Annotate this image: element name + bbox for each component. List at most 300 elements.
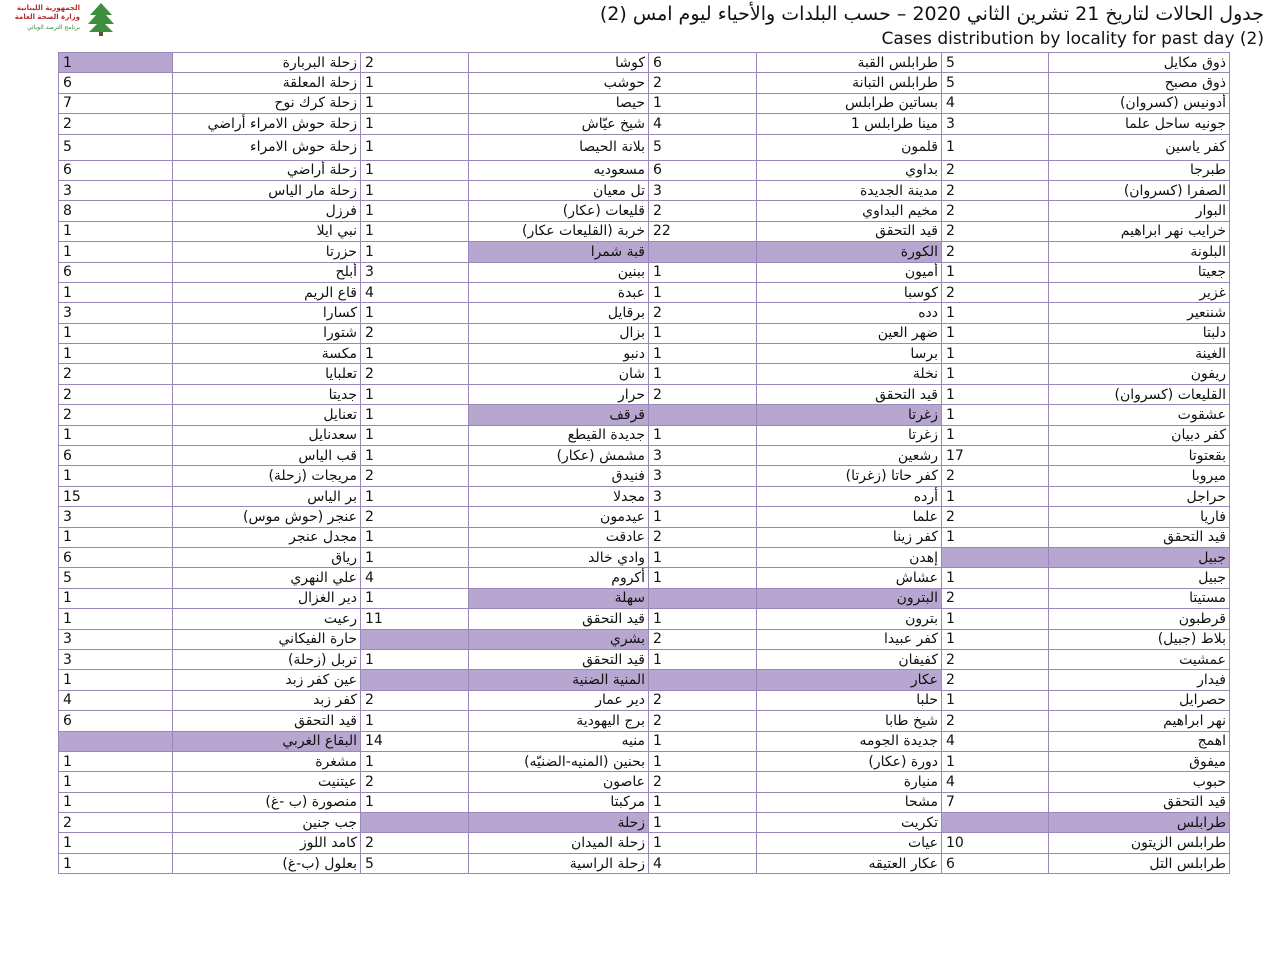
district-header-cell: المنية الضنية xyxy=(469,670,649,690)
locality-cell: جب جنين xyxy=(173,813,361,833)
locality-cell: قب الياس xyxy=(173,446,361,466)
table-row xyxy=(59,629,1230,649)
locality-cell: زحلة مار الياس xyxy=(173,180,361,200)
locality-cell: عنجر (حوش موس) xyxy=(173,507,361,527)
case-count-cell: 1 xyxy=(942,344,1049,364)
locality-cell: شننعير xyxy=(1049,303,1230,323)
case-count-cell: 2 xyxy=(361,466,469,486)
case-count-cell xyxy=(361,670,469,690)
case-count-cell: 1 xyxy=(942,629,1049,649)
locality-cell: غزير xyxy=(1049,282,1230,302)
case-count-cell: 3 xyxy=(59,649,173,669)
case-count-cell: 1 xyxy=(361,344,469,364)
locality-cell: منيه xyxy=(469,731,649,751)
case-count-cell: 5 xyxy=(59,568,173,588)
locality-cell: عمشيت xyxy=(1049,649,1230,669)
district-header-cell: البترون xyxy=(757,588,942,608)
locality-cell: كفر حاتا (زغرتا) xyxy=(757,466,942,486)
case-count-cell: 2 xyxy=(649,690,757,710)
case-count-cell: 2 xyxy=(361,364,469,384)
locality-cell: طرابلس القبة xyxy=(757,53,942,73)
locality-cell: قرطبون xyxy=(1049,609,1230,629)
case-count-cell: 2 xyxy=(59,114,173,134)
locality-cell: قيد التحقق xyxy=(173,711,361,731)
case-count-cell: 1 xyxy=(649,649,757,669)
case-count-cell: 1 xyxy=(649,344,757,364)
locality-cell: بترون xyxy=(757,609,942,629)
locality-cell: دير عمار xyxy=(469,690,649,710)
case-count-cell: 6 xyxy=(649,160,757,180)
locality-cell: كوسبا xyxy=(757,282,942,302)
district-header-cell: الكورة xyxy=(757,242,942,262)
locality-cell: جبيل xyxy=(1049,568,1230,588)
case-count-cell: 1 xyxy=(59,344,173,364)
locality-cell: شيخ طابا xyxy=(757,711,942,731)
case-count-cell: 1 xyxy=(361,792,469,812)
table-row xyxy=(59,649,1230,669)
locality-cell: عشقوت xyxy=(1049,405,1230,425)
case-count-cell: 2 xyxy=(942,201,1049,221)
district-header-cell: قبة شمرا xyxy=(469,242,649,262)
case-count-cell xyxy=(649,670,757,690)
locality-cell: مستيتا xyxy=(1049,588,1230,608)
case-count-cell: 2 xyxy=(59,813,173,833)
case-count-cell: 2 xyxy=(649,772,757,792)
table-row xyxy=(59,527,1230,547)
locality-cell: كفر دبيان xyxy=(1049,425,1230,445)
locality-cell: شيخ عيّاش xyxy=(469,114,649,134)
case-count-cell: 4 xyxy=(649,114,757,134)
table-row xyxy=(59,303,1230,323)
case-count-cell: 5 xyxy=(649,134,757,160)
case-count-cell: 1 xyxy=(59,466,173,486)
locality-cell: مكسة xyxy=(173,344,361,364)
locality-cell: قيد التحقق xyxy=(469,649,649,669)
case-count-cell: 10 xyxy=(942,833,1049,853)
case-count-cell: 1 xyxy=(361,242,469,262)
case-count-cell: 1 xyxy=(649,282,757,302)
case-count-cell: 1 xyxy=(649,833,757,853)
case-count-cell: 3 xyxy=(649,466,757,486)
case-count-cell: 1 xyxy=(649,547,757,567)
case-count-cell: 1 xyxy=(942,486,1049,506)
case-count-cell: 1 xyxy=(361,201,469,221)
case-count-cell: 1 xyxy=(59,609,173,629)
case-count-cell: 1 xyxy=(942,364,1049,384)
case-count-cell: 1 xyxy=(649,93,757,113)
locality-cell: زحلة كرك نوح xyxy=(173,93,361,113)
locality-cell: كفيفان xyxy=(757,649,942,669)
locality-cell: دورة (عكار) xyxy=(757,751,942,771)
table-row xyxy=(59,53,1230,73)
locality-cell: زحلة حوش الامراء أراضي xyxy=(173,114,361,134)
locality-cell: حيصا xyxy=(469,93,649,113)
case-count-cell: 3 xyxy=(649,180,757,200)
locality-cell: عكار العتيقه xyxy=(757,853,942,873)
locality-cell: عبدة xyxy=(469,282,649,302)
case-count-cell: 1 xyxy=(649,262,757,282)
case-count-cell: 1 xyxy=(649,813,757,833)
table-row xyxy=(59,221,1230,241)
case-count-cell: 1 xyxy=(942,568,1049,588)
locality-cell: وادي خالد xyxy=(469,547,649,567)
case-count-cell: 2 xyxy=(942,670,1049,690)
locality-cell: مشمش (عكار) xyxy=(469,446,649,466)
case-count-cell: 3 xyxy=(59,303,173,323)
table-row xyxy=(59,242,1230,262)
case-count-cell: 1 xyxy=(649,731,757,751)
case-count-cell: 1 xyxy=(649,568,757,588)
case-count-cell: 6 xyxy=(942,853,1049,873)
case-count-cell: 1 xyxy=(361,486,469,506)
locality-cell: حوشب xyxy=(469,73,649,93)
locality-cell: ريفون xyxy=(1049,364,1230,384)
case-count-cell: 2 xyxy=(361,690,469,710)
case-count-cell: 6 xyxy=(59,160,173,180)
case-count-cell: 3 xyxy=(649,486,757,506)
district-header-cell: قرقف xyxy=(469,405,649,425)
locality-cell: القليعات (كسروان) xyxy=(1049,384,1230,404)
case-count-cell: 1 xyxy=(361,114,469,134)
district-header-cell: زغرتا xyxy=(757,405,942,425)
case-count-cell: 1 xyxy=(361,711,469,731)
case-count-cell: 2 xyxy=(649,303,757,323)
case-count-cell xyxy=(942,813,1049,833)
locality-cell: نبي ايلا xyxy=(173,221,361,241)
case-count-cell: 1 xyxy=(361,425,469,445)
case-count-cell: 1 xyxy=(942,384,1049,404)
locality-cell: حبوب xyxy=(1049,772,1230,792)
locality-cell: زغرتا xyxy=(757,425,942,445)
locality-cell: برقايل xyxy=(469,303,649,323)
case-count-cell: 2 xyxy=(361,323,469,343)
locality-cell: بحنين (المنيه-الضنيّه) xyxy=(469,751,649,771)
case-count-cell: 1 xyxy=(361,73,469,93)
locality-cell: ببنين xyxy=(469,262,649,282)
locality-cell: طرابلس التل xyxy=(1049,853,1230,873)
locality-cell: أكروم xyxy=(469,568,649,588)
case-count-cell: 2 xyxy=(361,53,469,73)
locality-cell: كفر زينا xyxy=(757,527,942,547)
table-row xyxy=(59,507,1230,527)
case-count-cell xyxy=(59,731,173,751)
case-count-cell: 2 xyxy=(942,649,1049,669)
case-count-cell: 1 xyxy=(649,792,757,812)
locality-cell: عيتنيت xyxy=(173,772,361,792)
case-count-cell: 1 xyxy=(361,649,469,669)
locality-cell: تل معيان xyxy=(469,180,649,200)
district-header-cell: زحلة xyxy=(469,813,649,833)
locality-cell: جديدة القيطع xyxy=(469,425,649,445)
locality-cell: علما xyxy=(757,507,942,527)
case-count-cell: 1 xyxy=(942,405,1049,425)
case-count-cell: 2 xyxy=(59,364,173,384)
case-count-cell: 3 xyxy=(361,262,469,282)
case-count-cell: 8 xyxy=(59,201,173,221)
locality-cell: ضهر العين xyxy=(757,323,942,343)
case-count-cell xyxy=(942,547,1049,567)
case-count-cell: 3 xyxy=(59,507,173,527)
table-row xyxy=(59,833,1230,853)
table-row xyxy=(59,588,1230,608)
locality-cell: ميروبا xyxy=(1049,466,1230,486)
locality-cell: مجدلا xyxy=(469,486,649,506)
locality-cell: فرزل xyxy=(173,201,361,221)
locality-cell: قيد التحقق xyxy=(1049,792,1230,812)
locality-cell: منيارة xyxy=(757,772,942,792)
case-count-cell: 1 xyxy=(361,134,469,160)
case-count-cell: 1 xyxy=(361,384,469,404)
case-count-cell: 2 xyxy=(649,384,757,404)
cases-table xyxy=(58,52,1230,874)
case-count-cell: 2 xyxy=(942,221,1049,241)
case-count-cell: 1 xyxy=(942,134,1049,160)
case-count-cell: 7 xyxy=(942,792,1049,812)
locality-cell: زحلة أراضي xyxy=(173,160,361,180)
case-count-cell: 1 xyxy=(942,527,1049,547)
locality-cell: دنبو xyxy=(469,344,649,364)
case-count-cell: 1 xyxy=(942,609,1049,629)
case-count-cell: 1 xyxy=(59,527,173,547)
table-row xyxy=(59,262,1230,282)
logo-line-3: برنامج الترصد الوبائي xyxy=(26,24,80,31)
table-row xyxy=(59,853,1230,873)
case-count-cell: 2 xyxy=(361,833,469,853)
table-row xyxy=(59,282,1230,302)
table-row xyxy=(59,486,1230,506)
locality-cell: قيد التحقق xyxy=(469,609,649,629)
case-count-cell: 1 xyxy=(361,303,469,323)
locality-cell: ذوق مكايل xyxy=(1049,53,1230,73)
table-row xyxy=(59,772,1230,792)
locality-cell: البوار xyxy=(1049,201,1230,221)
locality-cell: رياق xyxy=(173,547,361,567)
table-row xyxy=(59,160,1230,180)
locality-cell: فيدار xyxy=(1049,670,1230,690)
case-count-cell: 1 xyxy=(361,405,469,425)
case-count-cell: 1 xyxy=(942,751,1049,771)
case-count-cell: 1 xyxy=(59,751,173,771)
table-row xyxy=(59,180,1230,200)
locality-cell: بر الياس xyxy=(173,486,361,506)
locality-cell: مريجات (زحلة) xyxy=(173,466,361,486)
locality-cell: أبلح xyxy=(173,262,361,282)
locality-cell: حصرايل xyxy=(1049,690,1230,710)
ministry-logo xyxy=(6,2,114,36)
locality-cell: بزال xyxy=(469,323,649,343)
page-title-arabic: جدول الحالات لتاريخ 21 تشرين الثاني 2020 – حسب البلدات والأحياء ليوم امس (2) xyxy=(599,3,1264,25)
case-count-cell: 3 xyxy=(942,114,1049,134)
case-count-cell xyxy=(361,813,469,833)
locality-cell: عشاش xyxy=(757,568,942,588)
locality-cell: كفر زبد xyxy=(173,690,361,710)
locality-cell: سعدنايل xyxy=(173,425,361,445)
locality-cell: زحلة حوش الامراء xyxy=(173,134,361,160)
case-count-cell: 5 xyxy=(59,134,173,160)
locality-cell: نهر ابراهيم xyxy=(1049,711,1230,731)
locality-cell: عيات xyxy=(757,833,942,853)
locality-cell: بقعتوتا xyxy=(1049,446,1230,466)
case-count-cell: 3 xyxy=(649,446,757,466)
case-count-cell: 1 xyxy=(361,160,469,180)
locality-cell: أدونيس (كسروان) xyxy=(1049,93,1230,113)
locality-cell: طرابلس الزيتون xyxy=(1049,833,1230,853)
case-count-cell: 1 xyxy=(942,303,1049,323)
table-row xyxy=(59,134,1230,160)
locality-cell: حلبا xyxy=(757,690,942,710)
table-row xyxy=(59,711,1230,731)
locality-cell: تعنايل xyxy=(173,405,361,425)
logo-line-2: وزارة الصحة العامة xyxy=(14,13,80,21)
locality-cell: رشعين xyxy=(757,446,942,466)
locality-cell: كفر ياسين xyxy=(1049,134,1230,160)
locality-cell: كفر عبيدا xyxy=(757,629,942,649)
case-count-cell: 2 xyxy=(942,588,1049,608)
locality-cell: مركبتا xyxy=(469,792,649,812)
locality-cell: قيد التحقق xyxy=(757,384,942,404)
locality-cell: تعلبايا xyxy=(173,364,361,384)
case-count-cell: 2 xyxy=(59,405,173,425)
case-count-cell: 1 xyxy=(942,262,1049,282)
table-row xyxy=(59,731,1230,751)
locality-cell: ميفوق xyxy=(1049,751,1230,771)
case-count-cell: 1 xyxy=(649,364,757,384)
case-count-cell: 1 xyxy=(59,282,173,302)
table-row xyxy=(59,73,1230,93)
case-count-cell: 1 xyxy=(649,751,757,771)
locality-cell: جعيتا xyxy=(1049,262,1230,282)
case-count-cell: 4 xyxy=(649,853,757,873)
locality-cell: عين كفر زبد xyxy=(173,670,361,690)
table-row xyxy=(59,446,1230,466)
case-count-cell: 1 xyxy=(59,792,173,812)
table-row xyxy=(59,547,1230,567)
case-count-cell: 2 xyxy=(649,629,757,649)
case-count-cell xyxy=(649,588,757,608)
district-header-cell: جبيل xyxy=(1049,547,1230,567)
locality-cell: مجدل عنجر xyxy=(173,527,361,547)
district-header-cell: طرابلس xyxy=(1049,813,1230,833)
locality-cell: فنيدق xyxy=(469,466,649,486)
locality-cell: جديدة الجومه xyxy=(757,731,942,751)
locality-cell: شان xyxy=(469,364,649,384)
locality-cell: مشغرة xyxy=(173,751,361,771)
case-count-cell: 4 xyxy=(361,568,469,588)
locality-cell: حزرتا xyxy=(173,242,361,262)
locality-cell: جونيه ساحل علما xyxy=(1049,114,1230,134)
table-row xyxy=(59,751,1230,771)
locality-cell: زحلة البربارة xyxy=(173,53,361,73)
table-row xyxy=(59,813,1230,833)
table-row xyxy=(59,114,1230,134)
case-count-cell: 5 xyxy=(942,53,1049,73)
locality-cell: بلانة الحيصا xyxy=(469,134,649,160)
case-count-cell: 4 xyxy=(942,731,1049,751)
locality-cell: كوشا xyxy=(469,53,649,73)
case-count-cell: 3 xyxy=(59,629,173,649)
locality-cell: ذوق مصبح xyxy=(1049,73,1230,93)
locality-cell: بداوي xyxy=(757,160,942,180)
locality-cell: علي النهري xyxy=(173,568,361,588)
locality-cell: مسعوديه xyxy=(469,160,649,180)
case-count-cell: 6 xyxy=(59,73,173,93)
locality-cell: كامد اللوز xyxy=(173,833,361,853)
case-count-cell: 1 xyxy=(361,527,469,547)
case-count-cell xyxy=(361,629,469,649)
case-count-cell: 2 xyxy=(942,160,1049,180)
locality-cell: تكريت xyxy=(757,813,942,833)
case-count-cell: 1 xyxy=(59,670,173,690)
district-header-cell: البقاع الغربي xyxy=(173,731,361,751)
locality-cell: فاريا xyxy=(1049,507,1230,527)
case-count-cell: 2 xyxy=(942,711,1049,731)
locality-cell: تربل (زحلة) xyxy=(173,649,361,669)
case-count-cell: 1 xyxy=(59,53,173,73)
case-count-cell: 1 xyxy=(361,588,469,608)
case-count-cell: 22 xyxy=(649,221,757,241)
locality-cell: قاع الريم xyxy=(173,282,361,302)
case-count-cell: 2 xyxy=(361,772,469,792)
locality-cell: قيد التحقق xyxy=(1049,527,1230,547)
case-count-cell: 6 xyxy=(59,446,173,466)
locality-cell: حرار xyxy=(469,384,649,404)
locality-cell: دير الغزال xyxy=(173,588,361,608)
case-count-cell: 1 xyxy=(361,751,469,771)
case-count-cell: 1 xyxy=(59,425,173,445)
case-count-cell: 1 xyxy=(942,690,1049,710)
case-count-cell: 1 xyxy=(59,323,173,343)
case-count-cell: 1 xyxy=(59,833,173,853)
case-count-cell: 2 xyxy=(942,507,1049,527)
locality-cell: بلاط (جبيل) xyxy=(1049,629,1230,649)
locality-cell: عادقت xyxy=(469,527,649,547)
locality-cell: خرايب نهر ابراهيم xyxy=(1049,221,1230,241)
case-count-cell: 1 xyxy=(59,772,173,792)
table-row xyxy=(59,323,1230,343)
locality-cell: زحلة المعلقة xyxy=(173,73,361,93)
case-count-cell: 1 xyxy=(649,323,757,343)
case-count-cell: 1 xyxy=(59,853,173,873)
table-row xyxy=(59,425,1230,445)
case-count-cell: 1 xyxy=(361,547,469,567)
case-count-cell: 2 xyxy=(649,527,757,547)
case-count-cell: 4 xyxy=(942,93,1049,113)
locality-cell: كسارا xyxy=(173,303,361,323)
locality-cell: أرده xyxy=(757,486,942,506)
locality-cell: زحلة الراسية xyxy=(469,853,649,873)
locality-cell: مينا طرابلس 1 xyxy=(757,114,942,134)
case-count-cell: 3 xyxy=(59,180,173,200)
case-count-cell: 1 xyxy=(361,446,469,466)
case-count-cell: 4 xyxy=(942,772,1049,792)
district-header-cell: سهلة xyxy=(469,588,649,608)
locality-cell: برسا xyxy=(757,344,942,364)
table-row xyxy=(59,609,1230,629)
case-count-cell: 7 xyxy=(59,93,173,113)
locality-cell: قيد التحقق xyxy=(757,221,942,241)
case-count-cell: 2 xyxy=(649,73,757,93)
locality-cell: شتورا xyxy=(173,323,361,343)
locality-cell: جديتا xyxy=(173,384,361,404)
case-count-cell: 2 xyxy=(59,384,173,404)
case-count-cell: 6 xyxy=(59,547,173,567)
locality-cell: بعلول (ب-غ) xyxy=(173,853,361,873)
locality-cell: قليعات (عكار) xyxy=(469,201,649,221)
table-row xyxy=(59,405,1230,425)
district-header-cell: بشري xyxy=(469,629,649,649)
case-count-cell: 1 xyxy=(59,221,173,241)
case-count-cell xyxy=(649,405,757,425)
